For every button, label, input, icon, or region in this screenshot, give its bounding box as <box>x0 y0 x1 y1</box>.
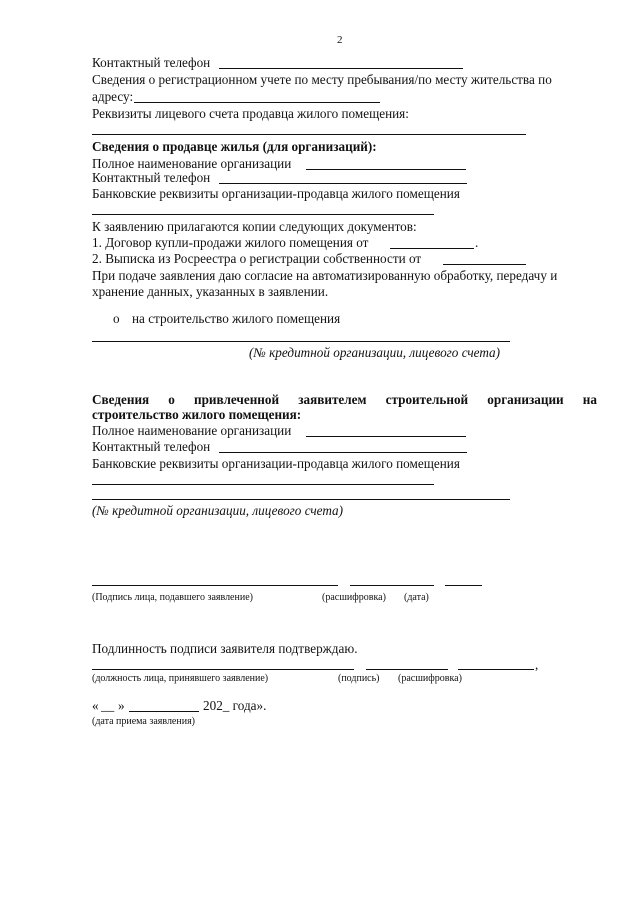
applicant-signature-caption: (Подпись лица, подавшего заявление) <box>92 592 253 603</box>
construction-option-label: на строительство жилого помещения <box>132 311 341 326</box>
builder-heading-word: заявителем <box>298 392 367 407</box>
verifier-decoding-line[interactable] <box>458 669 534 670</box>
account-label: Реквизиты лицевого счета продавца жилого помещения: <box>92 106 409 121</box>
receipt-month-line[interactable] <box>129 711 199 712</box>
applicant-phone-line[interactable] <box>219 68 463 69</box>
builder-org-heading-line1 <box>92 392 597 408</box>
applicant-date-caption: (дата) <box>404 592 429 603</box>
applicant-signature-line[interactable] <box>92 585 338 586</box>
seller-org-bank-label: Банковские реквизиты организации-продавца жилого помещения <box>92 186 460 201</box>
construction-account-caption: (№ кредитной организации, лицевого счета) <box>249 345 501 360</box>
attachment-item-1-period: . <box>475 235 479 250</box>
attachment-item-1: 1. Договор купли-продажи жилого помещения от <box>92 235 369 250</box>
builder-org-bank-line-2[interactable] <box>92 499 510 500</box>
builder-heading-word: строительной <box>385 392 469 407</box>
receipt-day-field[interactable]: __ <box>101 698 115 713</box>
builder-org-name-label: Полное наименование организации <box>92 423 292 438</box>
seller-org-name-line[interactable] <box>306 169 466 170</box>
attachment-item-2-date-line[interactable] <box>443 264 526 265</box>
verifier-decoding-caption: (расшифровка) <box>398 673 462 684</box>
registration-address-line[interactable] <box>134 102 380 103</box>
seller-org-name-label: Полное наименование организации <box>92 156 292 171</box>
builder-org-bank-line-1[interactable] <box>92 484 434 485</box>
verifier-signature-caption: (подпись) <box>338 673 380 684</box>
builder-heading-word: Сведения <box>92 392 150 407</box>
builder-heading-word: о <box>168 392 175 407</box>
builder-org-name-line[interactable] <box>306 436 466 437</box>
applicant-decoding-line[interactable] <box>350 585 434 586</box>
applicant-phone-label: Контактный телефон <box>92 55 211 70</box>
builder-heading-word: организации <box>487 392 564 407</box>
builder-org-heading-line2: строительство жилого помещения: <box>92 407 302 422</box>
builder-org-phone-label: Контактный телефон <box>92 439 211 454</box>
receipt-date-close-quote: » <box>118 698 125 713</box>
registration-text-line1: Сведения о регистрационном учете по месту пребывания/по месту жительства по <box>92 72 552 87</box>
attachment-item-2: 2. Выписка из Росреестра о регистрации собственности от <box>92 251 422 266</box>
verification-comma: , <box>535 657 539 672</box>
verifier-signature-line[interactable] <box>366 669 448 670</box>
verifier-position-line[interactable] <box>92 669 354 670</box>
consent-line-2: хранение данных, указанных в заявлении. <box>92 284 329 299</box>
page-number: 2 <box>337 34 343 46</box>
seller-org-bank-line[interactable] <box>92 214 434 215</box>
receipt-date-caption: (дата приема заявления) <box>92 716 196 727</box>
seller-org-phone-label: Контактный телефон <box>92 170 211 185</box>
verifier-position-caption: (должность лица, принявшего заявление) <box>92 673 269 684</box>
builder-org-phone-line[interactable] <box>219 452 467 453</box>
attachment-item-1-date-line[interactable] <box>390 248 474 249</box>
applicant-date-line[interactable] <box>445 585 482 586</box>
seller-org-phone-line[interactable] <box>219 183 467 184</box>
builder-heading-word: на <box>582 392 597 407</box>
attachments-intro: К заявлению прилагаются копии следующих документов: <box>92 219 417 234</box>
builder-account-caption: (№ кредитной организации, лицевого счета) <box>92 503 344 518</box>
consent-line-1: При подаче заявления даю согласие на автоматизированную обработку, передачу и <box>92 268 558 283</box>
verification-text: Подлинность подписи заявителя подтверждаю. <box>92 641 358 656</box>
receipt-year-text: 202_ года». <box>203 698 267 713</box>
registration-text-line2: адресу: <box>92 89 134 104</box>
applicant-decoding-caption: (расшифровка) <box>322 592 386 603</box>
receipt-date-open-quote: « <box>92 698 99 713</box>
construction-bullet-icon: o <box>113 311 120 326</box>
seller-org-heading: Сведения о продавце жилья (для организаций): <box>92 139 377 154</box>
construction-account-line[interactable] <box>92 341 510 342</box>
builder-heading-word: привлеченной <box>194 392 280 407</box>
account-line[interactable] <box>92 134 526 135</box>
builder-org-bank-label: Банковские реквизиты организации-продавца жилого помещения <box>92 456 460 471</box>
